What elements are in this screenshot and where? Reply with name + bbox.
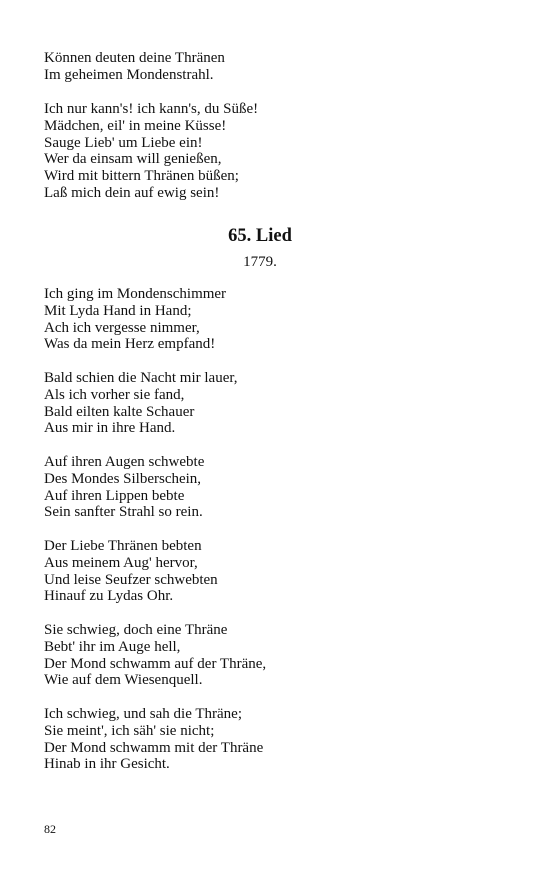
poem-line: Was da mein Herz empfand! — [44, 336, 216, 353]
poem-line: Und leise Seufzer schwebten — [44, 571, 218, 588]
poem-line: Mädchen, eil' in meine Küsse! — [44, 117, 227, 134]
poem-line: Wer da einsam will genießen, — [44, 151, 222, 168]
poem-line: Können deuten deine Thränen — [44, 50, 225, 66]
poem-line: Aus meinem Aug' hervor, — [44, 554, 198, 571]
previous-poem-stanza-2 — [44, 101, 514, 202]
poem-line: Auf ihren Augen schwebte — [44, 454, 205, 470]
poem-line: Im geheimen Mondenstrahl. — [44, 66, 214, 83]
poem-line: Wird mit bittern Thränen büßen; — [44, 168, 239, 185]
poem-line: Wie auf dem Wiesenquell. — [44, 672, 203, 689]
poem-line: Der Liebe Thränen bebten — [44, 538, 202, 554]
poem-line: Auf ihren Lippen bebte — [44, 487, 185, 504]
poem-line: Mit Lyda Hand in Hand; — [44, 302, 192, 319]
poem-line: Als ich vorher sie fand, — [44, 386, 185, 403]
poem-line: Bald schien die Nacht mir lauer, — [44, 370, 238, 386]
poem-line: Hinauf zu Lydas Ohr. — [44, 588, 174, 605]
poem-stanza-2 — [44, 370, 514, 437]
poem-year: 1779. — [243, 254, 277, 270]
poem-line: Ich ging im Mondenschimmer — [44, 286, 227, 302]
poem-line: Sauge Lieb' um Liebe ein! — [44, 134, 203, 151]
poem-title: 65. Lied — [228, 226, 292, 246]
poem-line: Aus mir in ihre Hand. — [44, 420, 176, 437]
poem-line: Sein sanfter Strahl so rein. — [44, 504, 203, 521]
poem-stanza-4 — [44, 538, 514, 605]
poem-stanza-3 — [44, 454, 514, 521]
poem-stanza-6 — [44, 706, 514, 773]
page-number: 82 — [44, 822, 56, 836]
poem-line: Bald eilten kalte Schauer — [44, 403, 195, 420]
poem-line: Ach ich vergesse nimmer, — [44, 319, 200, 336]
poem-line: Ich nur kann's! ich kann's, du Süße! — [44, 101, 259, 117]
previous-poem-stanza-1 — [44, 50, 514, 84]
poem-line: Sie schwieg, doch eine Thräne — [44, 622, 228, 638]
poem-line: Hinab in ihr Gesicht. — [44, 756, 170, 773]
poem-stanza-5 — [44, 622, 514, 689]
poem-line: Der Mond schwamm auf der Thräne, — [44, 655, 267, 672]
poem-line: Der Mond schwamm mit der Thräne — [44, 739, 264, 756]
poem-line: Sie meint', ich säh' sie nicht; — [44, 722, 215, 739]
poem-line: Des Mondes Silberschein, — [44, 470, 202, 487]
poem-line: Laß mich dein auf ewig sein! — [44, 184, 220, 201]
poem-line: Bebt' ihr im Auge hell, — [44, 638, 181, 655]
poem-stanza-1 — [44, 286, 514, 353]
poem-line: Ich schwieg, und sah die Thräne; — [44, 706, 242, 722]
